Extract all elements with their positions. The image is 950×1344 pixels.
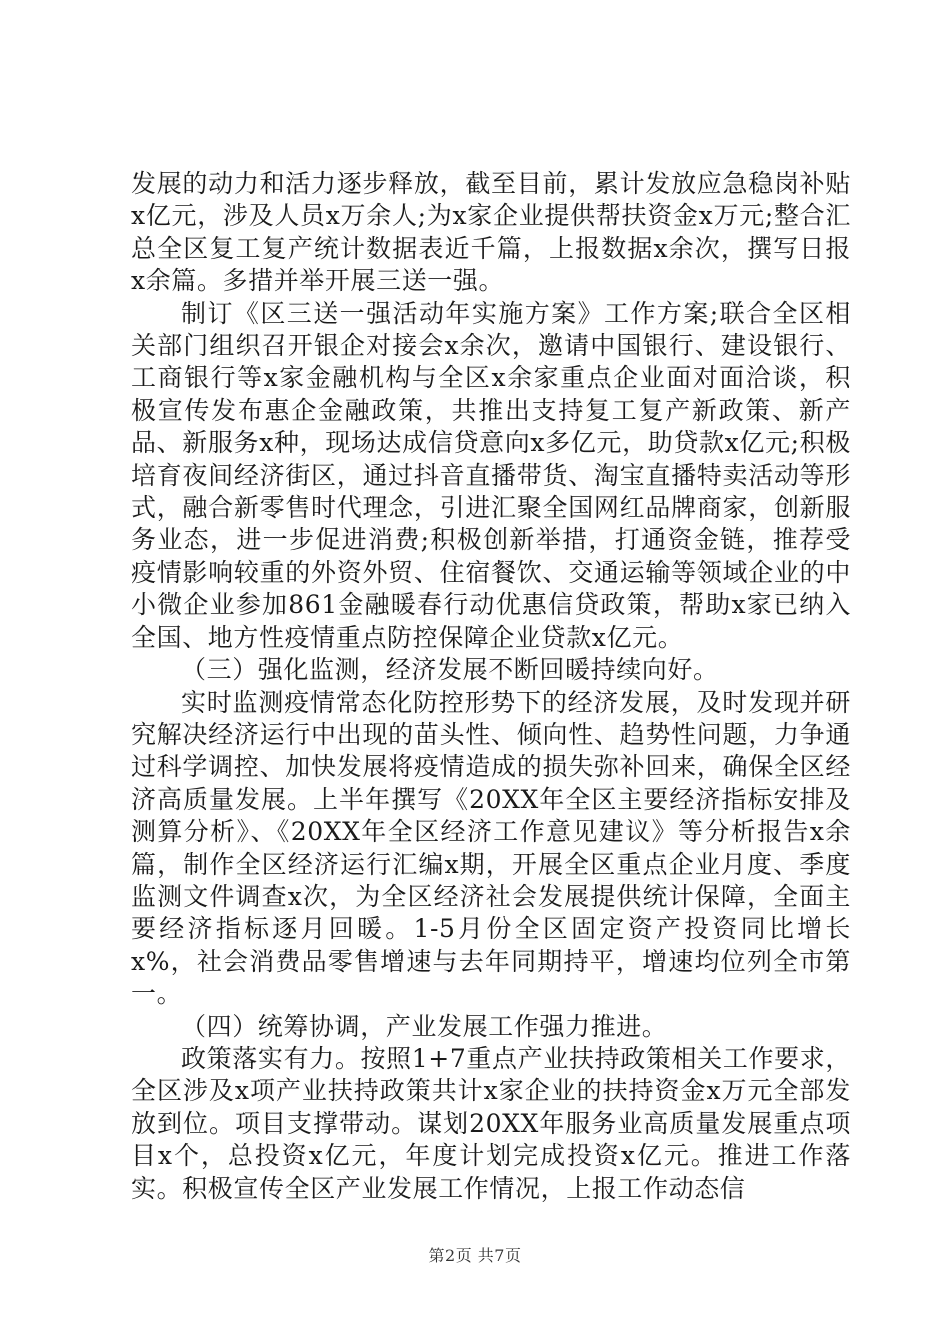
page-footer: 第2页 共7页 (428, 1246, 522, 1265)
paragraph-monitoring: 实时监测疫情常态化防控形势下的经济发展，及时发现并研究解决经济运行中出现的苗头性、倾向性、趋势性问题，力争通过科学调控、加快发展将疫情造成的损失弥补回来，确保全区经济高质量发展。上半年撰写《20XX年全区主要经济指标安排及测算分析》、《20XX年全区经济工作意见建议》等分析报告x余篇，制作全区经济运行汇编x期，开展全区重点企业月度、季度监测文件调查x次，为全区经济社会发展提供统计保障，全面主要经济指标逐月回暖。1-5月份全区固定资产投资同比增长x%，社会消费品零售增速与去年同期持平，增速均位列全市第一。 (131, 687, 851, 1009)
paragraph-three-send-one-strong: 制订《区三送一强活动年实施方案》工作方案;联合全区相关部门组织召开银企对接会x余次，邀请中国银行、建设银行、工商银行等x家金融机构与全区x余家重点企业面对面洽谈，积极宣传发布惠企金融政策，共推出支持复工复产新政策、新产品、新服务x种，现场达成信贷意向x多亿元，助贷款x亿元;积极培育夜间经济街区，通过抖音直播带货、淘宝直播特卖活动等形式，融合新零售时代理念，引进汇聚全国网红品牌商家，创新服务业态，进一步促进消费;积极创新举措，打通资金链，推荐受疫情影响较重的外资外贸、住宿餐饮、交通运输等领域企业的中小微企业参加861金融暖春行动优惠信贷政策，帮助x家已纳入全国、地方性疫情重点防控保障企业贷款x亿元。 (131, 298, 851, 652)
paragraph-policy-implementation: 政策落实有力。按照1+7重点产业扶持政策相关工作要求，全区涉及x项产业扶持政策共计x家企业的扶持资金x万元全部发放到位。项目支撑带动。谋划20XX年服务业高质量发展重点项目x个，总投资x亿元，年度计划完成投资x亿元。推进工作落实。积极宣传全区产业发展工作情况，上报工作动态信 (131, 1043, 851, 1203)
section-heading-4: （四）统筹协调，产业发展工作强力推进。 (181, 1011, 668, 1041)
paragraph-continuation: 发展的动力和活力逐步释放，截至目前，累计发放应急稳岗补贴x亿元，涉及人员x万余人;为x家企业提供帮扶资金x万元;整合汇总全区复工复产统计数据表近千篇，上报数据x余次，撰写日报x余篇。多措并举开展三送一强。 (131, 169, 851, 296)
section-heading-3: （三）强化监测，经济发展不断回暖持续向好。 (181, 655, 719, 685)
document-body (131, 168, 851, 1205)
